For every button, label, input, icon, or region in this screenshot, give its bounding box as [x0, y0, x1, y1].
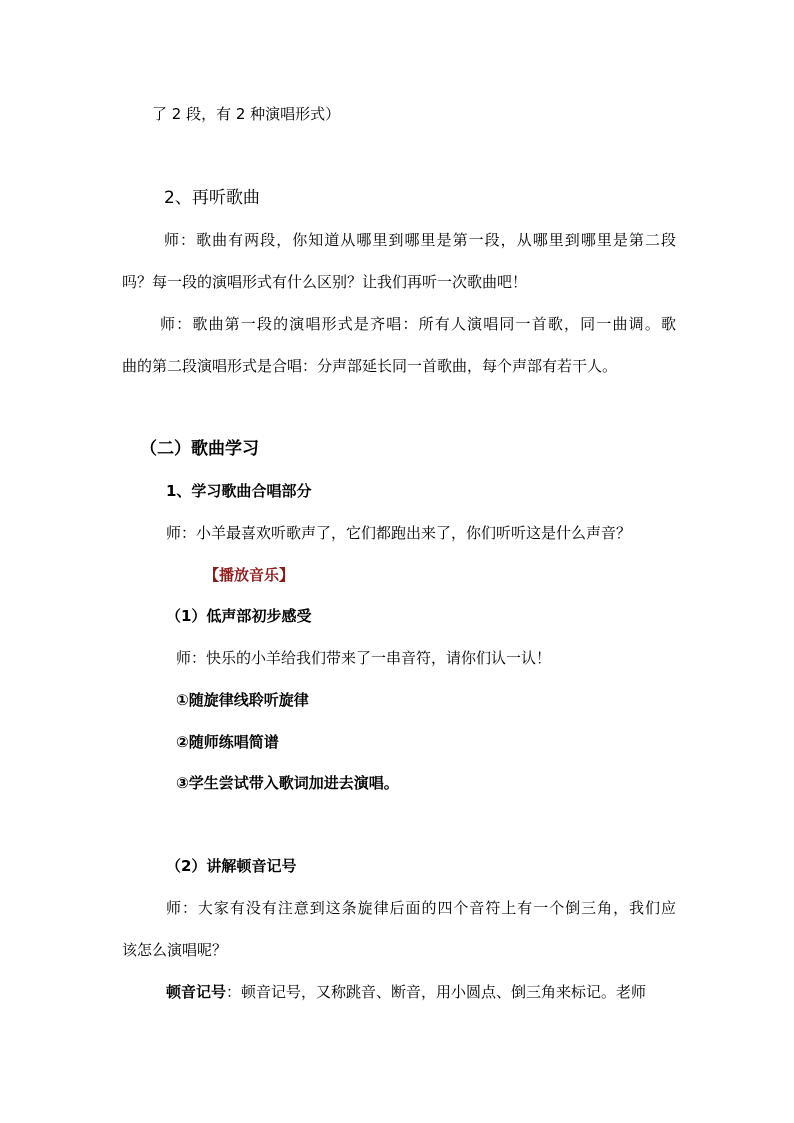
paragraph-line: 师：小羊最喜欢听歌声了，它们都跑出来了，你们听听这是什么声音？: [166, 524, 632, 542]
list-item: ②随师练唱简谱: [176, 733, 279, 751]
term-label: 顿音记号: [166, 983, 227, 1001]
paragraph-line: 师：大家有没有注意到这条旋律后面的四个音符上有一个倒三角，我们应: [166, 899, 676, 917]
subsection-heading: （1）低声部初步感受: [166, 607, 312, 625]
paragraph-line: 该怎么演唱呢？: [122, 941, 228, 959]
paragraph-line: 师：歌曲有两段，你知道从哪里到哪里是第一段，从哪里到哪里是第二段: [164, 231, 676, 249]
paragraph-line: 师：快乐的小羊给我们带来了一串音符，请你们认一认！: [176, 649, 552, 667]
paragraph-line: 了 2 段，有 2 种演唱形式）: [152, 105, 341, 123]
paragraph-line: 曲的第二段演唱形式是合唱：分声部延长同一首歌曲，每个声部有若干人。: [122, 357, 618, 375]
play-music-note: 【播放音乐】: [204, 566, 295, 584]
subsection-heading: 1、学习歌曲合唱部分: [166, 482, 312, 500]
paragraph-line: 师：歌曲第一段的演唱形式是齐唱：所有人演唱同一首歌，同一曲调。歌: [160, 315, 676, 333]
section-heading: 2、再听歌曲: [164, 188, 260, 208]
paragraph-line: [166, 982, 646, 1002]
chapter-heading: （二）歌曲学习: [140, 439, 259, 459]
list-item: ①随旋律线聆听旋律: [176, 691, 309, 709]
paragraph-line: 吗？每一段的演唱形式有什么区别？让我们再听一次歌曲吧！: [122, 273, 528, 291]
term-definition: ：顿音记号，又称跳音、断音，用小圆点、倒三角来标记。老师: [226, 983, 647, 1001]
list-item: ③学生尝试带入歌词加进去演唱。: [176, 774, 399, 792]
subsection-heading: （2）讲解顿音记号: [166, 857, 297, 875]
